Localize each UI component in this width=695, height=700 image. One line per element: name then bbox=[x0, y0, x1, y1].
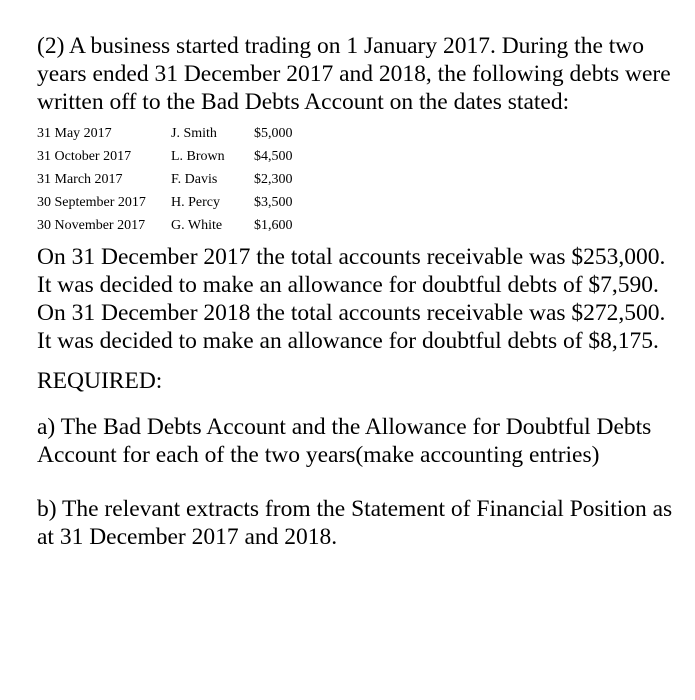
debtor-name: G. White bbox=[171, 218, 223, 233]
debt-date: 31 May 2017 bbox=[37, 126, 112, 141]
debt-row bbox=[37, 145, 677, 168]
debt-date: 30 November 2017 bbox=[37, 218, 146, 233]
debt-amount: $1,600 bbox=[254, 218, 293, 233]
debtor-name: J. Smith bbox=[171, 126, 217, 141]
part-b-requirement: b) The relevant extracts from the Statement of Financial Position as at 31 December 2017 and 2018. bbox=[37, 496, 673, 550]
debt-amount: $5,000 bbox=[254, 126, 293, 141]
debt-amount: $2,300 bbox=[254, 172, 293, 187]
debt-row bbox=[37, 122, 677, 145]
paragraph-2017: On 31 December 2017 the total accounts receivable was $253,000. It was decided to make an allowance for doubtful debts of $7,590. bbox=[37, 244, 666, 298]
debt-date: 30 September 2017 bbox=[37, 195, 146, 210]
question-document bbox=[37, 32, 677, 551]
debtor-name: F. Davis bbox=[171, 172, 218, 187]
debt-amount: $3,500 bbox=[254, 195, 293, 210]
debt-row bbox=[37, 214, 677, 237]
debt-amount: $4,500 bbox=[254, 149, 293, 164]
debt-row bbox=[37, 191, 677, 214]
written-off-debts-list bbox=[37, 122, 677, 237]
debt-date: 31 March 2017 bbox=[37, 172, 123, 187]
debt-row bbox=[37, 168, 677, 191]
paragraph-2018: On 31 December 2018 the total accounts receivable was $272,500. It was decided to make an allowance for doubtful debts of $8,175. bbox=[37, 300, 666, 354]
debtor-name: H. Percy bbox=[171, 195, 220, 210]
debt-date: 31 October 2017 bbox=[37, 149, 132, 164]
part-a-requirement: a) The Bad Debts Account and the Allowance for Doubtful Debts Account for each of the two years(make accounting entries) bbox=[37, 414, 652, 468]
intro-paragraph: (2) A business started trading on 1 January 2017. During the two years ended 31 December 2017 and 2018, the following debts were written off to the Bad Debts Account on the dates stated: bbox=[37, 33, 671, 115]
required-heading: REQUIRED: bbox=[37, 368, 163, 394]
debtor-name: L. Brown bbox=[171, 149, 225, 164]
